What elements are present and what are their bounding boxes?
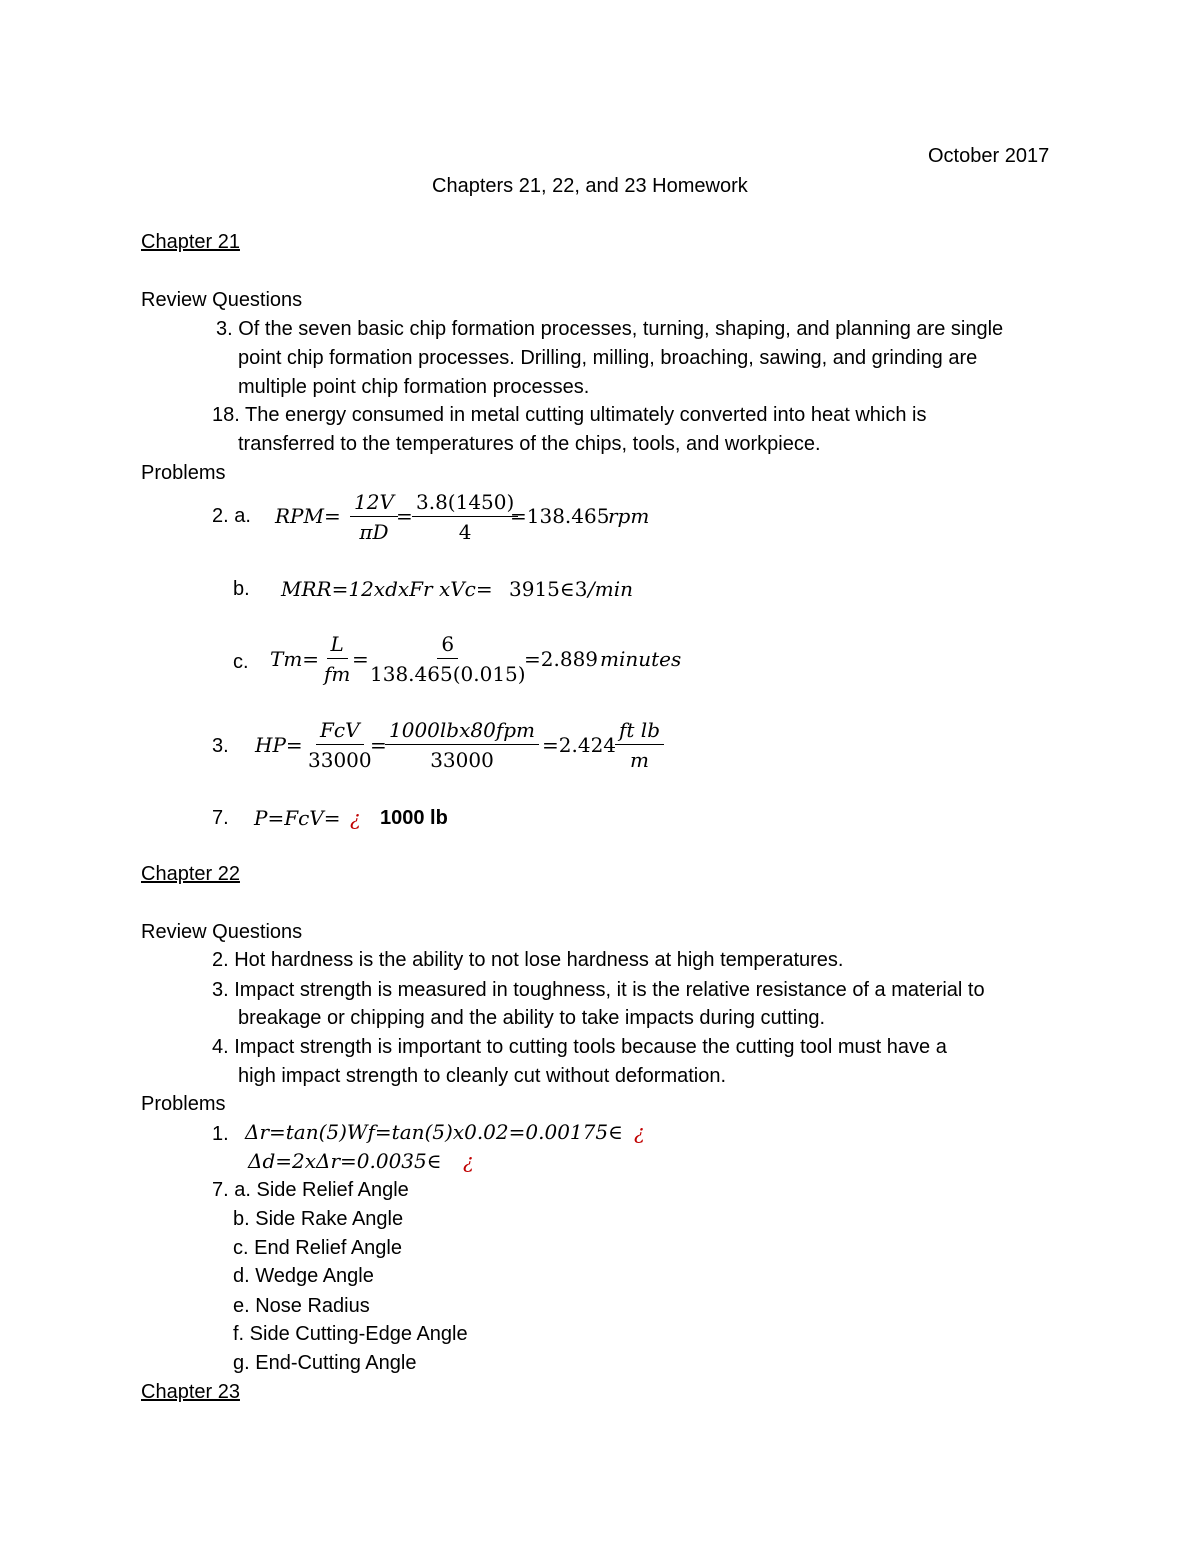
fraction-fcv-over-33000: [304, 718, 376, 772]
fraction-numerator: 1000lbx80fpm: [385, 718, 539, 745]
fraction-denominator: 33000: [308, 748, 372, 772]
ch22-q3-line2: breakage or chipping and the ability to take impacts during cutting.: [238, 1007, 826, 1029]
equals-sign: =: [352, 647, 369, 671]
ch21-q18-line1: 18. The energy consumed in metal cutting ultimately converted into heat which is: [212, 404, 927, 426]
problem-label: 2. a.: [212, 505, 251, 527]
equation-result: =138.465: [510, 504, 610, 528]
unresolved-symbol: ¿: [634, 1120, 645, 1144]
fraction-denominator: m: [630, 748, 649, 772]
list-item: g. End-Cutting Angle: [233, 1352, 417, 1374]
equation-lhs: Tm=: [270, 647, 320, 671]
equation-lhs: RPM=: [275, 504, 341, 528]
fraction-denominator: 4: [458, 520, 472, 544]
list-item: f. Side Cutting-Edge Angle: [233, 1323, 468, 1345]
fraction-denominator: 33000: [430, 748, 494, 772]
ch21-problems-heading: Problems: [141, 462, 226, 484]
equation-unit: minutes: [600, 647, 682, 671]
ch22-q3-line1: 3. Impact strength is measured in toughness, it is the relative resistance of a material to: [212, 979, 985, 1001]
equals-sign: =: [396, 504, 413, 528]
list-item: c. End Relief Angle: [233, 1237, 402, 1259]
fraction-ftlb-over-m: [615, 718, 664, 772]
equation-unit: rpm: [608, 504, 650, 528]
fraction-numerator: FcV: [316, 718, 364, 745]
list-item: 7. a. Side Relief Angle: [212, 1179, 409, 1201]
ch22-q2: 2. Hot hardness is the ability to not lose hardness at high temperatures.: [212, 949, 844, 971]
ch21-q3-line2: point chip formation processes. Drilling, milling, broaching, sawing, and grinding are: [238, 347, 978, 369]
problem-label: c.: [233, 651, 249, 673]
equation-lhs: HP=: [255, 733, 303, 757]
equation-result: =2.424: [542, 733, 617, 757]
list-item: b. Side Rake Angle: [233, 1208, 404, 1230]
fraction-12v-over-pid: [350, 490, 398, 544]
equation-result: =2.889: [524, 647, 599, 671]
ch22-q4-line2: high impact strength to cleanly cut without deformation.: [238, 1065, 727, 1087]
equation-line-2: Δd=2xΔr=0.0035∈: [248, 1149, 442, 1173]
ch22-q4-line1: 4. Impact strength is important to cutting tools because the cutting tool must have a: [212, 1036, 947, 1058]
fraction-denominator: πD: [359, 520, 389, 544]
list-item: d. Wedge Angle: [233, 1265, 374, 1287]
chapter-22-heading: Chapter 22: [141, 863, 240, 885]
chapter-23-heading: Chapter 23: [141, 1381, 240, 1403]
problem-label: b.: [233, 578, 250, 600]
equation-formula: P=FcV=: [254, 806, 341, 830]
fraction-numerator: 3.8(1450): [412, 490, 518, 517]
fraction-values: [412, 490, 518, 544]
ch21-q3-line3: multiple point chip formation processes.: [238, 376, 590, 398]
problem-label: 3.: [212, 735, 229, 757]
fraction-values: [366, 632, 530, 686]
ch21-review-heading: Review Questions: [141, 289, 303, 311]
unresolved-symbol: ¿: [350, 806, 361, 830]
ch22-review-heading: Review Questions: [141, 921, 303, 943]
ch22-problems-heading: Problems: [141, 1093, 226, 1115]
list-item: e. Nose Radius: [233, 1295, 370, 1317]
ch21-q3-line1: 3. Of the seven basic chip formation processes, turning, shaping, and planning are single: [216, 318, 1004, 340]
fraction-denominator: 138.465(0.015): [370, 662, 526, 686]
fraction-numerator: L: [327, 632, 348, 659]
problem-label: 1.: [212, 1123, 229, 1145]
problem-label: 7.: [212, 807, 229, 829]
equation-formula: MRR=12xdxFr xVc=: [281, 577, 493, 601]
fraction-denominator: fm: [324, 662, 351, 686]
ch21-q18-line2: transferred to the temperatures of the chips, tools, and workpiece.: [238, 433, 821, 455]
equation-tail: 1000 lb: [380, 807, 448, 829]
equation-unit: /min: [588, 577, 633, 601]
fraction-numerator: 6: [437, 632, 458, 659]
document-date: October 2017: [928, 145, 1050, 167]
document-title: Chapters 21, 22, and 23 Homework: [432, 175, 748, 197]
equation-value: 3915∈3: [509, 577, 588, 601]
unresolved-symbol: ¿: [463, 1149, 474, 1173]
fraction-values: [385, 718, 539, 772]
fraction-numerator: ft lb: [615, 718, 664, 745]
equation-line-1: Δr=tan(5)Wf=tan(5)x0.02=0.00175∈: [245, 1120, 623, 1144]
equals-sign: =: [370, 733, 387, 757]
chapter-21-heading: Chapter 21: [141, 231, 240, 253]
fraction-l-over-fm: [320, 632, 354, 686]
fraction-numerator: 12V: [350, 490, 398, 517]
